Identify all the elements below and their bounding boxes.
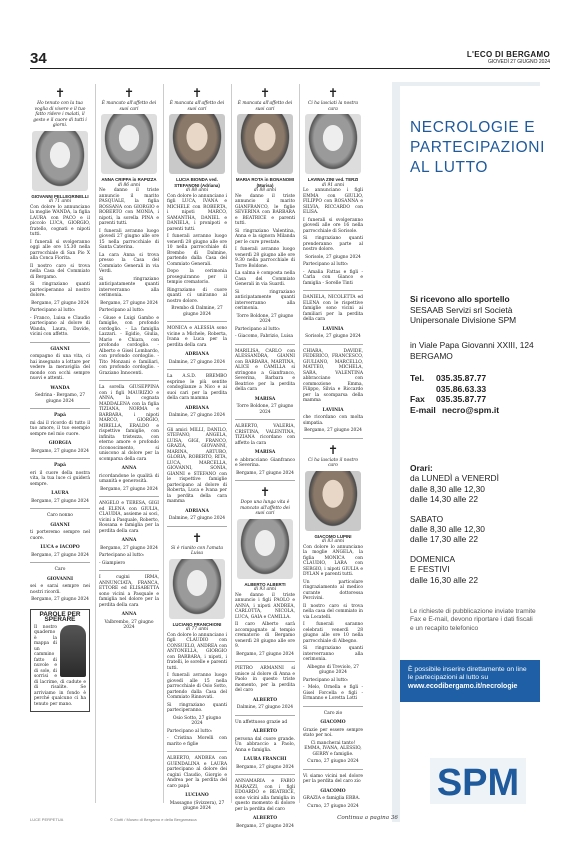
- participation-list: - Giampiero: [99, 560, 126, 566]
- announcement-line: I funerali saranno celebrati venerdì 28 giugno alle ore 10 nella parrocchiale di Albegno.: [303, 622, 363, 644]
- participation-title: Partecipano al lutto:: [99, 308, 145, 313]
- signature: LUCIANO: [185, 793, 209, 798]
- message-text: ALBERTO, VALERIA, CRISTINA, VALENTINA, TIZIANA ricordano con affetto la cara: [235, 424, 295, 446]
- announcement-line: Ne danno il triste annuncio i figli PAOLO e ANNA, i nipoti ANDREA, CARLOTTA, NICOLA, LUCA, GAIA e CAMILLA.: [235, 592, 295, 620]
- page-footer: [30, 815, 550, 827]
- divider: [303, 344, 363, 345]
- portrait-photo: [237, 114, 293, 174]
- message-date: Valbrembo, 27 giugno 2024: [104, 619, 154, 630]
- message-text: Gli amici MILLI, DANILO, STEFANO, ANGELA, LUISA, GIGI, FRANCO, GRAZIA, GIOVANNI, MARINA, ARTURO, GLORIA, ROBERTO, RITA, LUCA, MARCELLA, GIOVANNI, SONIA, GIANNI e STEFANO con le rispettive famiglie partecipano al dolore di Roberta, Luca e Ivana per la perdita della cara mamma: [167, 427, 227, 504]
- message-text: DANIELA, NICOLETTA ed ELENA con le rispettive famiglie sono vicini ai familiari per la perdita della cara: [303, 295, 363, 322]
- message-text: PIETRO ARMANNI si unisce al dolore di Anna e Paolo in questo triste momento, per la perdita del caro: [235, 666, 295, 693]
- message-date: Bergamo, 27 giugno 2024: [31, 448, 89, 454]
- participation-title: Partecipano al lutto:: [167, 728, 213, 734]
- intro-line: Dopo una lunga vita è mancato all'affetto dei suoi cari: [240, 500, 290, 516]
- intro-line: Ci ha lasciato il nostro caro: [308, 457, 358, 468]
- necrologie-sidebar: [392, 82, 546, 822]
- participation-title: Partecipano al lutto:: [235, 326, 281, 332]
- divider: [235, 419, 295, 420]
- signature: GIORGIA: [48, 441, 72, 446]
- cross-icon: ✝: [327, 442, 339, 457]
- message-date: Bergamo, 27 giugno 2024: [31, 597, 89, 602]
- message-text: GRAZIA e famiglia ERBA.: [303, 796, 361, 801]
- message-date: Bergamo, 27 giugno 2024: [236, 823, 294, 829]
- signature: LAURA FRANCHI: [243, 757, 287, 762]
- issue-date: GIOVEDÌ 27 GIUGNO 2024: [488, 59, 550, 65]
- sidebar-title: NECROLOGIE E PARTECIPAZIONI AL LUTTO: [410, 119, 546, 176]
- hours-line: DOMENICA: [410, 553, 456, 564]
- divider: [99, 570, 159, 571]
- signature: Ci mancherai tanto! EMMA, IVANA, ALESSIO, GERRY e famiglie.: [304, 740, 362, 757]
- hours-line: dalle 17,30 alle 22: [410, 534, 478, 545]
- deceased-age: di 88 anni: [185, 188, 209, 193]
- announcement-date: Bergamo, 27 giugno 2024: [100, 300, 158, 306]
- message-date: Bergamo, 27 giugno 2024: [31, 498, 89, 504]
- deceased-age: di 77 anni: [185, 627, 209, 632]
- hours-line: SABATO: [410, 513, 444, 524]
- epigraph: Ho tenuto con la tua voglia di vivere e il tuo fatto ridere i malati, il gesto e il cuore di tutti i giorni.: [33, 101, 87, 128]
- intro-text: SESAAB Servizi srl Società Unipersonale Divisione SPM: [410, 304, 517, 326]
- hours-line: da LUNEDÌ a VENERDÌ: [410, 473, 499, 484]
- cross-icon: ✝: [259, 86, 271, 100]
- divider: [30, 508, 90, 509]
- announcement-line: I funerali avranno luogo venerdì 28 giugno alle ore 9.30 nella parrocchiale di Torre Boldone.: [235, 247, 295, 269]
- parole-title: PAROLE PER SPERARE: [39, 610, 81, 623]
- contact-row: [410, 394, 544, 405]
- divider: [30, 408, 90, 409]
- signature: ADRIANA: [185, 508, 209, 514]
- announcement-line: Con dolore lo annunciano la moglie ANGELA, la figlia MONICA con CLAUDIO, LARA con SERGIO, i nipoti GIULIA e DYLAN e parenti tutti.: [303, 544, 363, 577]
- participation-list: - Cristina Morelli con marito e figlie: [167, 736, 227, 747]
- divider: [30, 562, 90, 563]
- addressee: Papà: [54, 413, 66, 418]
- signature: ADRIANA: [185, 352, 209, 357]
- signature: ANNA: [121, 538, 137, 543]
- announcement-line: Il nostro caro si trova nella casa del commiato in via Locatelli.: [303, 603, 363, 620]
- signature: LAVINIA: [322, 326, 344, 332]
- sidebar-intro: [410, 294, 544, 326]
- announcement-line: I funerali avranno luogo giovedì alle 15 nella parrocchiale di Osio Sotto, partendo dalla Casa del Commiato Rinnovati.: [167, 673, 227, 700]
- announcement-line: Il caro Alberto sarà accompagnato al tempio crematorio di Bergamo venerdì 28 giugno alle ore 9.: [235, 622, 295, 649]
- divider: [303, 769, 363, 770]
- message-text: mi dai il ricordo di tutto il tuo amore, il tuo esempio sempre nel mio cuore.: [30, 420, 90, 437]
- page-header: [30, 52, 550, 69]
- portrait-photo: [169, 559, 225, 619]
- necrologie-link[interactable]: www.ecodibergamo.it/necrologie: [408, 682, 518, 690]
- message-text: ALBERTO, ANDREA con GUENDALINA e LAURA partecipano al dolore dei cugini Claudio, Giorgio e Andrea per la perdita del caro papà: [167, 756, 227, 789]
- signature: ALBERTO: [252, 729, 278, 734]
- obituary-column-2: [99, 84, 159, 803]
- announcement-line: Ne danno il triste annuncio il marito GIANFRANCO, le figlie SEVERINA con BARBARA e BEATRICE e parenti tutti.: [235, 193, 295, 226]
- opening-hours: [410, 463, 544, 585]
- announcement-line: Con dolore lo annunciano i figli CLAUDIO con CONSUELO, ANDREA con ANTONELLA, GIORGIO con BARBARA, i nipoti, i fratelli, le sorelle e parenti tutti.: [167, 632, 227, 671]
- contact-row: [410, 405, 544, 416]
- contact-key: E-mail: [410, 404, 436, 415]
- hours-line: E FESTIVI: [410, 564, 450, 575]
- message-text: persona dal cuore grande. Un abbraccio a Paolo, Anna e famiglia.: [235, 736, 295, 753]
- message-text: Grazie per essere sempre stato per noi.: [303, 727, 363, 738]
- signature: LAURA: [51, 491, 69, 496]
- divider: [235, 715, 295, 716]
- deceased-age: di 88 anni: [253, 188, 277, 193]
- signature: LUCA e IACOPO: [40, 545, 80, 550]
- announcement-line: Dopo la cerimonia proseguiranno per il tempio crematorio.: [167, 269, 227, 285]
- announcement-line: Si ringraziano Valentina, Anna e la signora Milanda per le cure prestate.: [235, 228, 295, 245]
- signature: GIOVANNI: [46, 576, 74, 582]
- message-text: sei e sarai sempre nei nostri ricordi.: [30, 584, 90, 595]
- sidebar-address: in Viale Papa Giovanni XXIII, 124 BERGAMO: [410, 340, 534, 361]
- signature: GIANNI: [50, 522, 70, 528]
- hours-gap: [410, 545, 544, 554]
- intro-line: È mancato all'affetto dei suoi cari: [101, 101, 157, 112]
- message-date: Bergamo, 27 giugno 2024: [100, 545, 158, 551]
- message-date: Bergamo, 27 giugno 2024: [236, 470, 294, 476]
- participation-list: - Melo, Ornella e figli - Gisel Forcella e figli - Ermanno e Loretta Lotti: [303, 685, 363, 701]
- cross-icon: ✝: [191, 530, 203, 545]
- addressee: Papà: [54, 463, 66, 468]
- sidebar-panel: [400, 86, 546, 822]
- announcement-line: La cara Anna si trova presso la Casa del Commiato Generali in via Verdi.: [99, 252, 159, 274]
- announcement-date: Brembo di Dalmine, 27 giugno 2024: [171, 306, 223, 317]
- announcement-line: I funerali si svolgeranno oggi alle ore 15.30 nella parrocchiale di San Pio X alla Conca Fiorita.: [30, 239, 90, 261]
- participation-title: Partecipano al lutto:: [30, 308, 76, 313]
- message-date: Sorisole, 27 giugno 2024: [305, 334, 361, 339]
- contact-row: [410, 384, 544, 395]
- divider: [99, 496, 159, 497]
- brand-name: L'ECO DI BERGAMO: [466, 50, 550, 59]
- message-text: I cugini IRMA, ANNUNCIATA, FRANCA, ETTORE ed ELISABETTA sono vicini a Pasquale e famiglia nel dolore per la perdita della cara: [99, 575, 159, 608]
- message-date: Curno, 27 giugno 2024: [307, 803, 359, 809]
- intro-line: È mancata all'affetto dei suoi cari: [237, 101, 293, 112]
- cross-icon: ✝: [259, 485, 271, 499]
- announcement-line: Si ringraziano quanti parteciperanno.: [167, 702, 227, 713]
- cross-icon: ✝: [54, 86, 66, 100]
- portrait-photo: [305, 471, 361, 531]
- signature: ALBERTO: [252, 816, 278, 821]
- portrait-photo: [237, 519, 293, 579]
- announcement-line: Con dolore lo annunciano i figli LUCA, IVANA e MICHELE con ROBERTA, i nipoti MARCO, SAMANTHA, DANIEL e DANIELA, i pronipoti e parenti tutti.: [167, 193, 227, 232]
- divider: [167, 369, 227, 370]
- message-text: Vi siamo vicini nel dolore per la perdita del caro zio: [303, 773, 363, 784]
- message-date: Bergamo, 27 giugno 2024: [31, 552, 89, 558]
- portrait-photo: [169, 114, 225, 174]
- column-rule: [163, 84, 164, 803]
- parole-text: Il nostro quaderno è la mappa di un cammino fatto di nuvole e di sole, di sorrisi e di lacrime, di cadute e di risalite. Se arriviamo in fondo è perché qualcuno ci ha tenuto per mano.: [34, 624, 86, 707]
- deceased-name: ALBERTO ALBERTI: [244, 581, 286, 587]
- contact-row: [410, 373, 544, 384]
- cross-icon: ✝: [123, 86, 135, 100]
- deceased-age: di 71 anni: [48, 199, 72, 204]
- message-date: Massagno (Svizzera), 27 giugno 2024: [169, 800, 225, 811]
- announcement-line: Si ringraziano quanti prenderanno parte al nostro dolore.: [303, 236, 363, 252]
- message-date: Sedrina - Bergamo, 27 giugno 2024: [34, 393, 86, 404]
- hours-gap: [410, 505, 544, 514]
- hours-line: dalle 14,30 alle 22: [410, 494, 478, 505]
- intro-bold: Si ricevono allo sportello: [410, 294, 510, 304]
- divider: [167, 321, 227, 322]
- cross-icon: ✝: [327, 86, 339, 100]
- online-text: È possibile inserire direttamente on line le partecipazioni al lutto su: [408, 666, 527, 682]
- obituary-column-1: [30, 84, 90, 803]
- masthead: [467, 50, 550, 65]
- announcement-line: Si ringraziano quanti interverranno alla cerimonia.: [303, 646, 363, 662]
- obituary-column-4: [235, 84, 295, 829]
- signature: GIACOMO: [320, 788, 346, 794]
- addressee: Caro: [54, 567, 66, 572]
- divider: [235, 344, 295, 345]
- hours-line: dalle 8,30 alle 12,30: [410, 524, 485, 535]
- announcement-date: Bergamo, 27 giugno 2024: [236, 651, 294, 657]
- footer-left: LUCE PERPETUA: [30, 817, 64, 822]
- message-date: Torre Boldone, 27 giugno 2024: [236, 404, 294, 415]
- signature: ALBERTO: [252, 697, 278, 703]
- announcement-date: Sorisole, 27 giugno 2024: [305, 254, 361, 260]
- deceased-name: LAVINIA ZINI ved. TERZI: [307, 177, 359, 182]
- signature: GIACOMO: [320, 720, 346, 725]
- deceased-name: LUCIANO FRANCHIONI: [172, 621, 222, 627]
- divider: [303, 438, 363, 439]
- announcement-line: La salma è composta nella Casa del Commiato Generali in via Suardi.: [235, 271, 295, 287]
- announcement-line: I funerali si svolgeranno giovedì alle ore 16 nella parrocchiale di Sorisole.: [303, 217, 363, 234]
- column-rule: [231, 84, 232, 803]
- divider: [167, 751, 227, 752]
- announcement-line: Il nostro caro si trova nella Casa del Commiato di Bergamo.: [30, 263, 90, 280]
- signature: ANNA: [121, 466, 137, 471]
- announcement-line: Si ringraziano quanti parteciperanno al nostro dolore.: [30, 282, 90, 298]
- message-text: eri il cuore della nostra vita, la tua luce ci guiderà sempre.: [30, 470, 90, 487]
- announcement-line: Lo annunciano i figli EMMA con GIULIO, FILIPPO con ROSANNA e SILVIA, RICCARDO con ELISA.: [303, 188, 363, 215]
- message-text: La A.S.D. BREMBO esprime le più sentite condoglianze a Nico e ai suoi cari per la perdita della cara mamma: [167, 374, 227, 401]
- signature: ANNA: [121, 612, 137, 617]
- announcement-line: Si ringraziano anticipatamente quanti interverranno alla cerimonia.: [99, 276, 159, 298]
- intro-line: È mancata all'affetto dei suoi cari: [169, 101, 225, 112]
- deceased-name: ANNA CRIPPA in RAPIZZA: [101, 177, 157, 182]
- announcement-line: Ne danno il triste annuncio il marito PASQUALE, la figlia ROSSANA con GIORGIO e ROBERTO con MONIA, i nipoti, la sorella PINA e parenti tutti.: [99, 188, 159, 226]
- email-link[interactable]: necro@spm.it: [442, 404, 500, 415]
- column-rule: [95, 84, 96, 803]
- page-number: 34: [30, 50, 47, 67]
- message-text: compagno di una vita, ci hai insegnato a lottare per vedere la meraviglia del mondo con occhi sempre nuovi e attenti.: [30, 354, 90, 381]
- intro-line: Si è riunito con l'amata Luisa: [171, 545, 223, 556]
- intro-line: Ci ha lasciati la nostra cara: [308, 101, 358, 112]
- message-text: e abbracciano Gianfranco e Severina.: [235, 457, 295, 468]
- online-banner: [400, 660, 540, 702]
- contact-block: [410, 373, 544, 415]
- divider: [235, 774, 295, 775]
- spm-logo: [428, 744, 528, 804]
- announcement-date: Torre Boldone, 27 giugno 2024: [236, 313, 294, 324]
- message-text: ANGELO e TERESA, GIGI ed ELENA con GIULIA, CLAUDIA, assieme ai soci, vicini a Pasquale, Roberto, Rossana e famiglia per la perdita della cara: [99, 501, 159, 534]
- addressee: Caro nonno: [47, 513, 73, 518]
- message-date: Dalmine, 27 giugno 2024: [236, 705, 294, 710]
- message-text: CHIARA, DAVIDE, FEDERICO, FRANCESCO, GIULIANO, MARCELLO, MATTEO, MICHELA, SARA, VALENTINA abbracciano con commozione Emma, Filippo, Silvia e Riccardo per la scomparsa della mamma: [303, 348, 363, 403]
- signature: WANDA: [50, 385, 70, 391]
- message-text: che ricordano con molta simpatia.: [303, 415, 363, 426]
- divider: [235, 480, 295, 481]
- parole-box: [30, 609, 90, 713]
- photo-credit: © Ciotti / Museo di Bergamo e della Bergamasca: [110, 817, 197, 822]
- announcement-line: Ringraziamo di cuore quanti ci uniranno al nostro dolore.: [167, 287, 227, 304]
- participation-list: - Franco, Luisa e Claudio partecipano al dolore di Wanda, Laura, Davide, vicini con affetto.: [30, 315, 90, 337]
- message-text: MARILISA, CARLO con ALESSANDRA, GIANNI con BARBARA, MARTINA, ALICE e CAMILLA si stringono a Gianfranco, Severina, Barbara e Beatrice per la perdita della cara: [235, 348, 295, 392]
- announcement-date: Albegno di Treviolo, 27 giugno 2024: [307, 664, 359, 675]
- message-date: Curno, 27 giugno 2024: [307, 759, 359, 764]
- message-text: MONICA e ALESSIA sono vicine a Michele, Roberta, Ivana e Luca per la perdita della cara: [167, 326, 227, 348]
- announcement-line: I funerali avranno luogo giovedì 27 giugno alle ore 15 nella parrocchiale di Santa Caterina.: [99, 228, 159, 250]
- phone-number[interactable]: 035.35.87.77: [436, 373, 487, 383]
- divider: [167, 526, 227, 527]
- signature: MARISA: [254, 450, 276, 455]
- continued-note: Continua a pagina 36: [337, 815, 398, 821]
- addressee: GIANNI: [50, 346, 70, 352]
- message-date: Dalmine, 27 giugno 2024: [168, 516, 226, 521]
- fax-number[interactable]: 035.35.87.77: [436, 394, 487, 405]
- participation-list: - Amalia Fattas e figli - Carla con Gianco e famiglia - Sorelle Tinti: [303, 269, 363, 286]
- fax-email-note: Le richieste di pubblicazione inviate tramite Fax e E-mail, devono riportare i dati fiscali e un recapito telefonico: [410, 608, 536, 632]
- signature: MARISA: [254, 396, 276, 402]
- contact-key: Tel.: [410, 373, 425, 383]
- deceased-age: di 86 anni: [117, 182, 141, 188]
- announcement-line: Con dolore lo annunciano la moglie WANDA, la figlia LAURA con PACO e il piccolo LUCA, GIORGIO, fratello, cognati e nipoti tutti.: [30, 204, 90, 237]
- message-text: La sorella GIUSEPPINA con i figli MAURIZIO e ANNA, la cognata MADDALENA con la figlia TIZIANA, NORMA e BARBARA, i nipoti MARCO, GIORGIO, MIRELLA, ERALDO e rispettive famiglie, con infinita tristezza, con eterno amore e profondo riconoscimento, si uniscono al dolore per la scomparsa della cara: [99, 385, 159, 462]
- announcement-line: I funerali avranno luogo venerdì 28 giugno alle ore 10 nella parrocchiale di Brembo di Dalmine, partendo dalla Casa del Commiato Generali.: [167, 234, 227, 267]
- divider: [235, 661, 295, 662]
- signature: LAVINIA: [322, 407, 344, 413]
- portrait-photo: [32, 131, 88, 191]
- participation-list: - Giacomo, Fabrizio, Luisa: [235, 334, 293, 339]
- message-date: Bergamo, 27 giugno 2024: [100, 486, 158, 492]
- obituary-column-3: [167, 84, 227, 811]
- spm-logo-text: SPM: [436, 762, 520, 804]
- message-date: Dalmine, 27 giugno 2024: [168, 413, 226, 418]
- deceased-name: MARIA ROTA in BONANOMI (Marisa): [235, 177, 295, 188]
- divider: [30, 458, 90, 459]
- message-text: ANNAMARIA e FABIO MARAZZI, con i figli EDOARDO e BEATRICE, sono vicini alla famiglia in questo momento di dolore per la perdita del caro: [235, 779, 295, 812]
- cross-icon: ✝: [191, 86, 203, 100]
- portrait-photo: [305, 114, 361, 174]
- obituary-column-5: [303, 84, 363, 809]
- participation-title: Partecipano al lutto:: [303, 677, 349, 683]
- deceased-age: di 83 anni: [321, 539, 345, 544]
- announcement-line: Un particolare ringraziamento al medico curante dottoressa Percivini.: [303, 579, 363, 601]
- statue-image: [60, 625, 86, 677]
- message-date: Dalmine, 27 giugno 2024: [168, 359, 226, 365]
- participation-list: - Giuse e Luigi Gambo e famiglie, con profondo cordoglio. - La famiglia Lazzari. - Egidio, Giulia, Mario e Chiara, con profondo cordoglio. - Alberto e Gisel Lombardo, con profondo cordoglio. - Tito Monzani e familiari, con profondo cordoglio. - Graziano Innocenti.: [99, 315, 159, 376]
- addressee: Caro zio: [323, 710, 343, 716]
- phone-number[interactable]: 035.86.63.33: [436, 383, 487, 394]
- deceased-age: di 91 anni: [321, 182, 345, 188]
- deceased-name: GIOVANNI PELLEGRINELLI: [31, 193, 89, 199]
- announcement-date: Osio Sotto, 27 giugno 2024: [172, 715, 222, 726]
- contact-key: Fax: [410, 394, 425, 405]
- message-text: Un affettuoso grazie ad: [235, 719, 288, 725]
- participation-title: Partecipano al lutto:: [303, 262, 349, 267]
- hours-line: dalle 16,30 alle 22: [410, 574, 478, 585]
- hours-title: Orari:: [410, 463, 433, 473]
- announcement-date: Bergamo, 27 giugno 2024: [31, 300, 89, 306]
- divider: [167, 423, 227, 424]
- message-text: ricordandone le qualità di umanità e generosità.: [99, 473, 159, 484]
- message-text: ti porteremo sempre nel cuore.: [30, 530, 90, 541]
- hours-line: dalle 8,30 alle 12,30: [410, 483, 485, 494]
- participation-title: Partecipano al lutto:: [99, 553, 145, 558]
- deceased-name: GIACOMO LUPINI: [314, 533, 352, 539]
- divider: [303, 290, 363, 291]
- divider: [99, 380, 159, 381]
- deceased-name: LUCIA BIONDA ved. STEFANONI (Adriana): [174, 177, 220, 188]
- divider: [30, 342, 90, 343]
- column-rule: [299, 84, 300, 803]
- announcement-line: Si ringraziano anticipatamente quanti interverranno alla cerimonia.: [235, 289, 295, 311]
- message-date: Bergamo, 27 giugno 2024: [236, 764, 294, 770]
- signature: ADRIANA: [185, 405, 209, 411]
- message-date: Bergamo, 27 giugno 2024: [304, 428, 362, 433]
- portrait-photo: [101, 114, 157, 174]
- divider: [303, 706, 363, 707]
- deceased-age: di 93 anni: [253, 587, 277, 592]
